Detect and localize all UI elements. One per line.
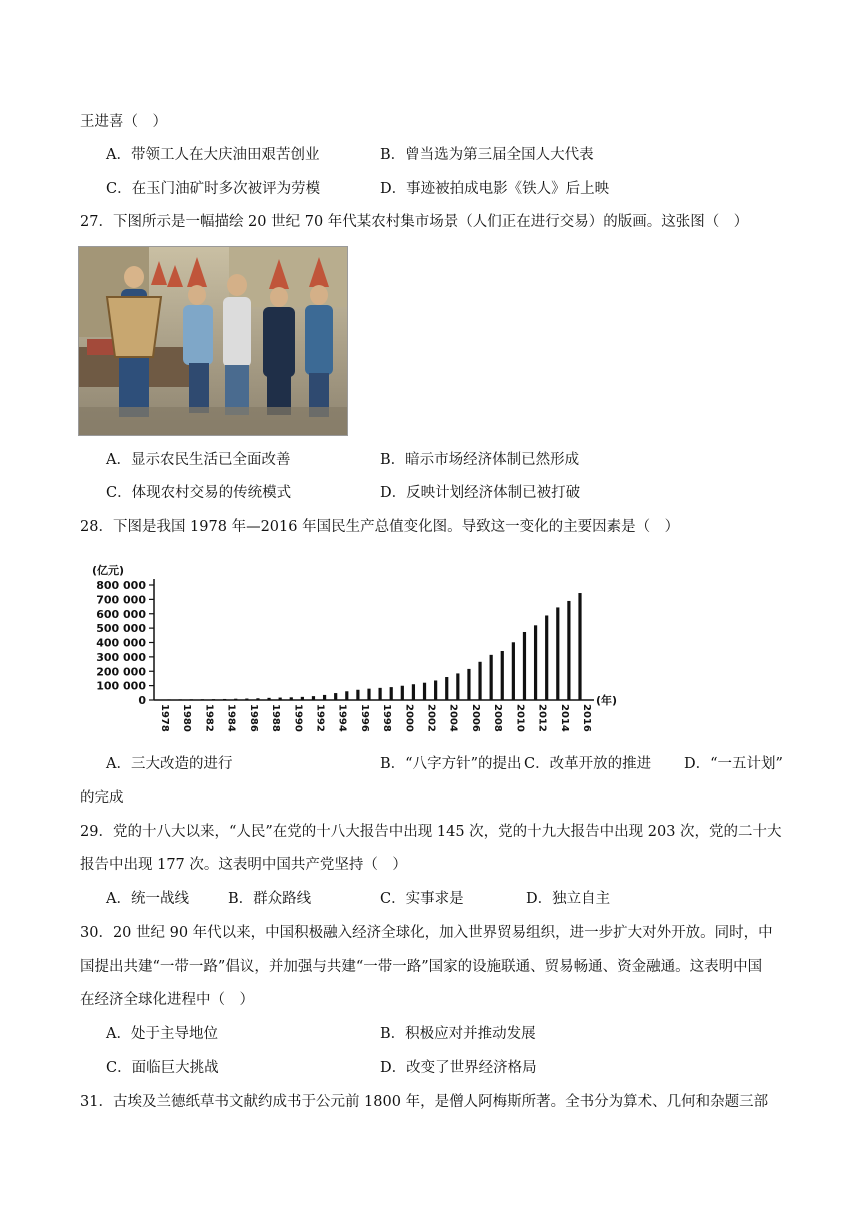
x-tick-label: 2002: [425, 704, 437, 732]
bar-2014: [556, 607, 559, 700]
bar-2013: [545, 615, 548, 700]
x-tick-label: 1992: [314, 704, 326, 732]
bar-2000: [401, 686, 404, 700]
bar-2002: [423, 683, 426, 700]
bar-2016: [578, 593, 581, 700]
q26-option-c: C．在玉门油矿时多次被评为劳模: [106, 181, 321, 197]
bar-2005: [456, 673, 459, 700]
q30-stem-line2: 国提出共建“一带一路”倡议，并加强与共建“一带一路”国家的设施联通、贸易畅通、资金融通。这表明中国: [80, 959, 763, 975]
q29-option-c: C．实事求是: [380, 891, 464, 907]
x-tick-label: 1982: [203, 704, 215, 732]
y-tick-label: 400 000: [96, 636, 146, 650]
q30-stem-line1: 30．20 世纪 90 年代以来，中国积极融入经济全球化，加入世界贸易组织，进一步扩大对外开放。同时，中: [80, 925, 773, 941]
bar-1979: [168, 699, 171, 700]
q31-stem-line1: 31．古埃及兰德纸草书文献约成书于公元前 1800 年，是僧人阿梅斯所著。全书分为算术、几何和杂题三部: [80, 1094, 769, 1110]
x-tick-label: 2014: [558, 704, 570, 732]
x-tick-label: 2006: [469, 704, 481, 732]
q26-stem: 王进喜（ ）: [80, 114, 167, 130]
bar-1987: [256, 698, 259, 700]
bar-2007: [478, 662, 481, 700]
bar-1994: [334, 693, 337, 700]
y-tick-label: 800 000: [96, 579, 146, 592]
bar-1984: [223, 699, 226, 700]
q27-option-d: D．反映计划经济体制已被打破: [380, 485, 581, 501]
x-tick-label: 1996: [358, 704, 370, 732]
q28-option-d: D．“一五计划”: [684, 756, 783, 772]
q29-option-b: B．群众路线: [228, 891, 312, 907]
x-axis-label: (年): [596, 694, 618, 707]
q27-option-b: B．暗示市场经济体制已然形成: [380, 452, 580, 468]
y-tick-label: 500 000: [96, 622, 146, 636]
q28-option-c: C．改革开放的推进: [524, 756, 652, 772]
bar-1982: [201, 699, 204, 700]
bar-2012: [534, 625, 537, 700]
bar-2015: [567, 601, 570, 700]
q26-option-a: A．带领工人在大庆油田艰苦创业: [106, 147, 320, 163]
bar-2006: [467, 669, 470, 700]
x-tick-label: 1984: [225, 704, 237, 732]
x-tick-label: 2008: [492, 704, 504, 732]
bar-1978: [156, 699, 159, 700]
x-tick-label: 1986: [247, 704, 259, 732]
q30-stem-line3: 在经济全球化进程中（ ）: [80, 992, 254, 1008]
x-tick-label: 2010: [514, 704, 526, 732]
bar-1999: [390, 687, 393, 700]
bar-1981: [190, 699, 193, 700]
y-tick-label: 600 000: [96, 607, 146, 621]
y-tick-label: 700 000: [96, 593, 146, 607]
bar-1989: [279, 698, 282, 700]
q27-option-a: A．显示农民生活已全面改善: [106, 452, 291, 468]
x-tick-label: 2016: [581, 704, 592, 732]
q30-option-a: A．处于主导地位: [106, 1026, 218, 1042]
x-tick-label: 2000: [403, 704, 415, 732]
x-tick-label: 1978: [159, 704, 170, 732]
q29-stem-line1: 29．党的十八大以来，“人民”在党的十八大报告中出现 145 次，党的十九大报告中出现 203 次，党的二十大: [80, 824, 782, 840]
bar-1980: [179, 699, 182, 700]
x-tick-label: 2004: [447, 704, 459, 732]
bar-1986: [245, 699, 248, 700]
bar-1983: [212, 699, 215, 700]
market-scene-illustration: [79, 247, 347, 435]
bar-1988: [267, 698, 270, 700]
q30-option-b: B．积极应对并推动发展: [380, 1026, 536, 1042]
x-tick-label: 2012: [536, 704, 548, 732]
q30-option-c: C．面临巨大挑战: [106, 1060, 219, 1076]
y-tick-label: 0: [138, 694, 146, 707]
q29-option-d: D．独立自主: [526, 891, 611, 907]
x-tick-label: 1990: [292, 704, 304, 732]
bar-2010: [512, 642, 515, 700]
q27-option-c: C．体现农村交易的传统模式: [106, 485, 292, 501]
bar-1992: [312, 696, 315, 700]
y-tick-label: 300 000: [96, 650, 146, 664]
bar-2004: [445, 677, 448, 700]
bar-1998: [379, 688, 382, 700]
bar-2003: [434, 680, 437, 700]
q29-option-a: A．统一战线: [106, 891, 189, 907]
q26-option-b: B．曾当选为第三届全国人大代表: [380, 147, 594, 163]
bar-1993: [323, 695, 326, 700]
bar-2001: [412, 684, 415, 700]
q27-stem: 27．下图所示是一幅描绘 20 世纪 70 年代某农村集市场景（人们正在进行交易）的版画。这张图（ ）: [80, 214, 749, 230]
q28-option-a: A．三大改造的进行: [106, 756, 233, 772]
x-tick-label: 1988: [270, 704, 282, 732]
x-tick-label: 1980: [181, 704, 193, 732]
y-tick-label: 100 000: [96, 679, 146, 693]
gnp-bar-chart: [84, 560, 644, 735]
q28-stem: 28．下图是我国 1978 年—2016 年国民生产总值变化图。导致这一变化的主要因素是（ ）: [80, 519, 680, 535]
y-tick-label: 200 000: [96, 665, 146, 679]
q29-stem-line2: 报告中出现 177 次。这表明中国共产党坚持（ ）: [80, 857, 407, 873]
y-axis-label: (亿元): [92, 564, 125, 577]
x-tick-label: 1994: [336, 704, 348, 732]
market-woodcut-image: [78, 246, 348, 436]
bar-1990: [290, 697, 293, 700]
bar-2008: [490, 655, 493, 700]
q28-option-d-wrap: 的完成: [80, 790, 124, 806]
q26-option-d: D．事迹被拍成电影《铁人》后上映: [380, 181, 610, 197]
bar-2009: [501, 651, 504, 700]
q30-option-d: D．改变了世界经济格局: [380, 1060, 537, 1076]
bar-1991: [301, 697, 304, 700]
x-tick-label: 1998: [381, 704, 393, 732]
bar-1985: [234, 699, 237, 700]
bar-2011: [523, 632, 526, 700]
bar-1996: [356, 690, 359, 700]
bar-1995: [345, 691, 348, 700]
q28-option-b: B．“八字方针”的提出: [380, 756, 522, 772]
bar-1997: [367, 689, 370, 700]
